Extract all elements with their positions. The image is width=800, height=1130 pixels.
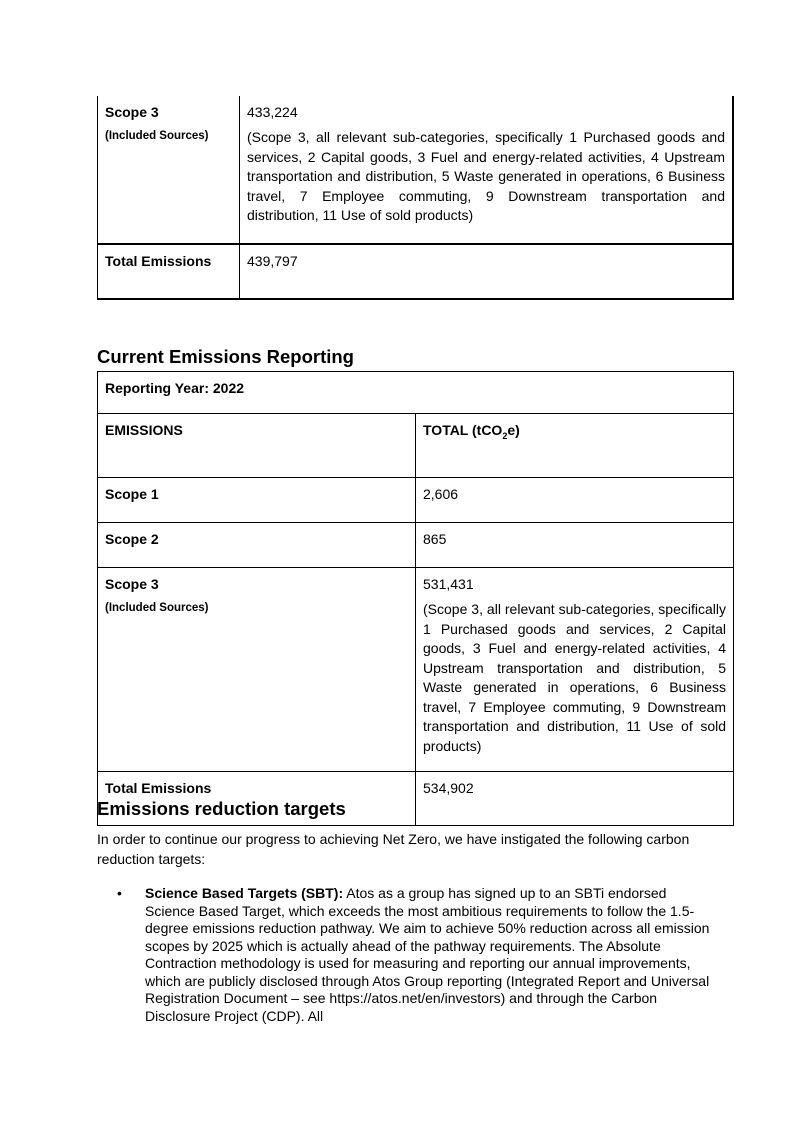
row-value-cell: [416, 523, 734, 568]
total-tco2e-header: [423, 422, 726, 441]
header-text: TOTAL (tCO: [423, 422, 503, 438]
previous-emissions-table: [97, 96, 734, 300]
included-sources-label: (Included Sources): [105, 602, 209, 614]
row-value-cell: [416, 568, 734, 772]
total-emissions-label: Total Emissions: [105, 252, 212, 269]
scope3-label: Scope 3: [105, 104, 159, 120]
emissions-header: EMISSIONS: [105, 422, 183, 438]
table-row-scope3: [98, 568, 734, 772]
table-header-row: [98, 414, 734, 478]
table-row-reporting-year: [98, 372, 734, 414]
targets-intro-paragraph: In order to continue our progress to achieving Net Zero, we have instigated the following carbon reduction targets:: [97, 831, 690, 867]
targets-list: [97, 885, 717, 1025]
target-title: Science Based Targets (SBT):: [145, 885, 344, 901]
scope3-label: Scope 3: [105, 576, 159, 592]
header-cell-total: [416, 414, 734, 478]
scope2-value: 865: [423, 531, 447, 547]
total-emissions-value: 534,902: [423, 780, 474, 796]
table-row-scope1: [98, 478, 734, 523]
scope1-label: Scope 1: [105, 486, 159, 502]
header-text-suffix: e): [507, 422, 520, 438]
included-sources-label: (Included Sources): [105, 130, 209, 142]
total-emissions-label: Total Emissions: [105, 780, 212, 796]
row-value-cell: [416, 772, 734, 826]
target-text: Atos as a group has signed up to an SBTi endorsed Science Based Target, which exceeds the most ambitious requirements to follow the 1.5- degree emissions reduction pathway. We aim to achieve 50% reduction across all emission scopes by 2025 which is actually ahead of the pathway requirements. The Absolute Contraction methodology is used for measuring and reporting our annual improvements, which are publicly disclosed through Atos Group reporting (Integrated Report and Universal Registration Document – see https://atos.net/en/investors) and through the Carbon Disclosure Project (CDP). All: [145, 885, 710, 1024]
reporting-year-label: Reporting Year: 2022: [105, 380, 245, 396]
header-cell-emissions: [98, 414, 416, 478]
row-value-cell: [240, 244, 734, 299]
row-value-cell: [416, 478, 734, 523]
row-label-cell: [98, 568, 416, 772]
reporting-year-cell: [98, 372, 734, 414]
row-label-cell: [98, 478, 416, 523]
current-emissions-table: [97, 371, 734, 826]
table-row-scope2: [98, 523, 734, 568]
table-row-total: [98, 244, 734, 299]
scope3-value: 531,431: [423, 576, 474, 592]
section-heading-reduction-targets: Emissions reduction targets: [97, 798, 346, 819]
row-label-cell: [98, 523, 416, 568]
scope1-value: 2,606: [423, 486, 459, 502]
row-label-cell: [98, 96, 240, 244]
section-heading-current-emissions: Current Emissions Reporting: [97, 346, 354, 367]
scope3-description: (Scope 3, all relevant sub-categories, specifically 1 Purchased goods and services, 2 Capital goods, 3 Fuel and energy-related activities, 4 Upstream transportation and distribution, 5 Waste generated in operations, 6 Business travel, 7 Employee commuting, 9 Downstream transportation and distribution, 11 Use of sold products): [247, 129, 725, 223]
row-value-cell: [240, 96, 734, 244]
scope2-label: Scope 2: [105, 531, 159, 547]
row-label-cell: [98, 244, 240, 299]
table-row-scope3: [98, 96, 734, 244]
total-emissions-value: 439,797: [247, 252, 298, 269]
scope3-value: 433,224: [247, 104, 298, 120]
list-item: [97, 885, 717, 1025]
bullet-icon: •: [117, 885, 122, 901]
scope3-description: (Scope 3, all relevant sub-categories, specifically 1 Purchased goods and services, 2 Capital goods, 3 Fuel and energy-related activities, 4 Upstream transportation and distribution, 5 Waste generated in operations, 6 Business travel, 7 Employee commuting, 9 Downstream transportation and distribution, 11 Use of sold products): [423, 601, 726, 754]
header-subscript: 2: [502, 430, 508, 441]
